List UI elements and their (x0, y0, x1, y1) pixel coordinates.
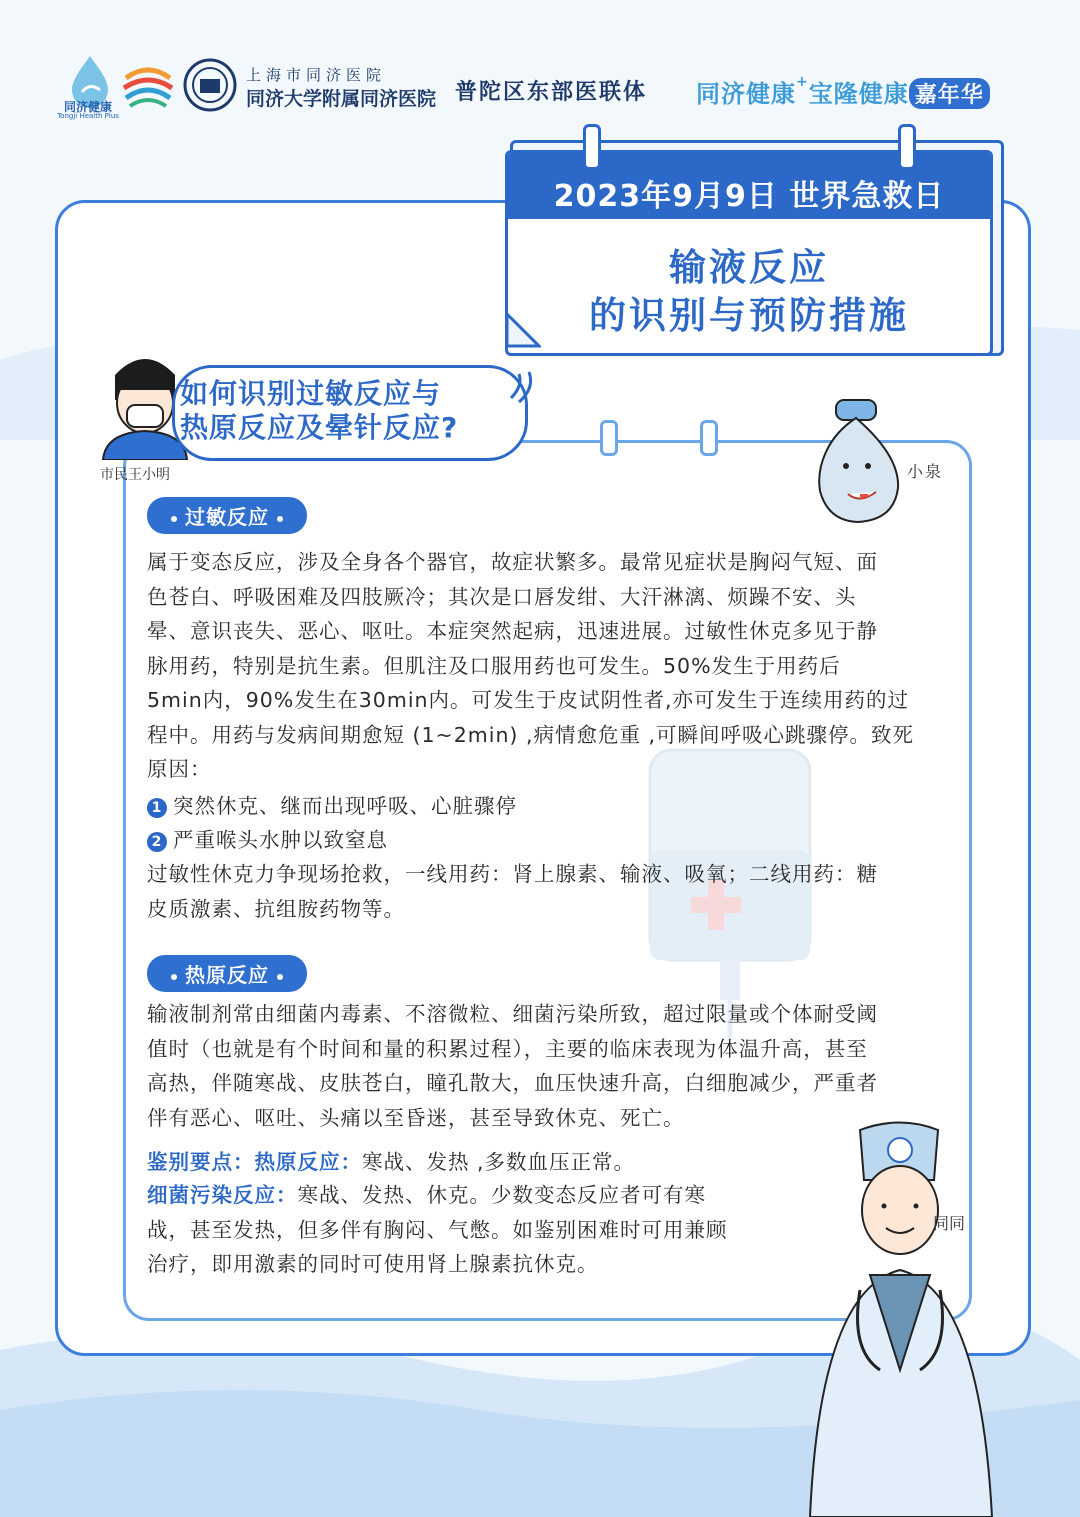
death-cause-item-1 (147, 789, 517, 819)
key-points-text: 寒战、发热 ,多数血压正常。 (362, 1150, 636, 1174)
tag-dot-right (277, 516, 283, 522)
card-clip-right (700, 420, 718, 456)
doctor-label: 同同 (933, 1214, 966, 1233)
treatment-line: 皮质激素、抗组胺药物等。 (147, 896, 405, 921)
medical-alliance-name: 普陀区东部医联体 (455, 79, 648, 105)
bacterial-label: 细菌污染反应： (147, 1183, 298, 1207)
section-tag-pyrogen (147, 955, 307, 992)
page-fold-corner (505, 312, 541, 348)
section-tag-allergy-label: 过敏反应 (185, 505, 269, 529)
tag-dot-right (277, 974, 283, 980)
section-tag-allergy (147, 497, 307, 534)
slogan-part-a: 同济健康 (696, 80, 796, 108)
bacterial-text: 寒战、发热、休克。少数变态反应者可有寒 (297, 1183, 706, 1207)
hospital-name-line2: 同济大学附属同济医院 (246, 88, 437, 110)
hospital-seal-logo-icon (182, 57, 238, 113)
water-drop-mascot-icon (808, 396, 908, 526)
allergy-line: 原因： (147, 757, 212, 781)
slogan-part-b: 宝隆健康 (808, 80, 909, 108)
event-slogan (696, 74, 990, 109)
tag-dot-left (171, 516, 177, 522)
citizen-label: 市民王小明 (100, 467, 170, 483)
slogan-part-c-badge: 嘉年华 (909, 78, 990, 109)
banner-title-line1: 输液反应 (669, 246, 829, 289)
number-badge: 2 (147, 832, 167, 852)
section-tag-pyrogen-label: 热原反应 (185, 963, 269, 987)
allergy-treatment-paragraph (147, 857, 957, 926)
brand-logo-text: 同济健康 (63, 100, 112, 114)
question-line1: 如何识别过敏反应与 (180, 377, 442, 410)
bacterial-contamination-paragraph (147, 1178, 807, 1282)
pyrogen-line: 值时（也就是有个时间和量的积累过程），主要的临床表现为体温升高，甚至 (147, 1036, 868, 1061)
bacterial-line: 治疗，即用激素的同时可使用肾上腺素抗休克。 (147, 1252, 599, 1276)
tag-dot-left (171, 974, 177, 980)
doctor-character-icon (800, 1110, 1000, 1517)
number-badge: 1 (147, 798, 167, 818)
card-clip-left (600, 420, 618, 456)
allergy-line: 晕、意识丧失、恶心、呕吐。本症突然起病，迅速进展。过敏性休克多见于静 (147, 619, 878, 643)
question-text (180, 377, 458, 445)
slogan-plus: + (796, 74, 809, 90)
allergy-line: 属于变态反应，涉及全身各个器官，故症状繁多。最常见症状是胸闷气短、面 (147, 550, 878, 574)
differential-key-points (147, 1145, 635, 1175)
allergy-line: 程中。用药与发病间期愈短 (1~2min) ,病情愈危重 ,可瞬间呼吸心跳骤停。致死 (147, 722, 914, 747)
title-banner (505, 150, 993, 356)
key-points-label: 鉴别要点：热原反应： (147, 1150, 362, 1174)
pyrogen-line: 输液制剂常由细菌内毒素、不溶微粒、细菌污染所致，超过限量或个体耐受阈 (147, 1002, 878, 1026)
binder-ring-left (583, 124, 601, 170)
banner-title-line2: 的识别与预防措施 (589, 294, 909, 337)
pyrogen-line: 高热，伴随寒战、皮肤苍白，瞳孔散大，血压快速升高，白细胞减少，严重者 (147, 1071, 878, 1095)
brand-logo-subtext: Tongji Health Plus (57, 112, 119, 120)
allergy-line: 色苍白、呼吸困难及四肢厥冷；其次是口唇发绀、大汗淋漓、烦躁不安、头 (147, 584, 857, 609)
binder-ring-right (898, 124, 916, 170)
death-cause-item-2 (147, 823, 388, 853)
allergy-line: 脉用药，特别是抗生素。但肌注及口服用药也可发生。50%发生于用药后 (147, 653, 841, 678)
hospital-name-line1: 上海市同济医院 (246, 66, 387, 84)
banner-date-line: 2023年9月9日 世界急救日 (553, 179, 945, 214)
death-cause-text: 突然休克、继而出现呼吸、心脏骤停 (173, 794, 517, 818)
death-cause-text: 严重喉头水肿以致窒息 (173, 828, 388, 852)
header (0, 40, 1080, 130)
colorful-ring-logo-icon (120, 58, 176, 114)
bacterial-line: 战，甚至发热，但多伴有胸闷、气憋。如鉴别困难时可用兼顾 (147, 1217, 728, 1242)
allergy-paragraph (147, 545, 957, 787)
allergy-line: 5min内，90%发生在30min内。可发生于皮试阴性者,亦可发生于连续用药的过 (147, 688, 910, 712)
question-line2: 热原反应及晕针反应? (180, 411, 459, 444)
sound-waves-icon (505, 368, 545, 408)
bacterial-first-line (147, 1178, 807, 1213)
pyrogen-line: 伴有恶心、呕吐、头痛以至昏迷，甚至导致休克、死亡。 (147, 1105, 685, 1130)
treatment-line: 过敏性休克力争现场抢救，一线用药：肾上腺素、输液、吸氧；二线用药：糖 (147, 862, 878, 886)
mascot-label: 小泉 (907, 462, 944, 481)
